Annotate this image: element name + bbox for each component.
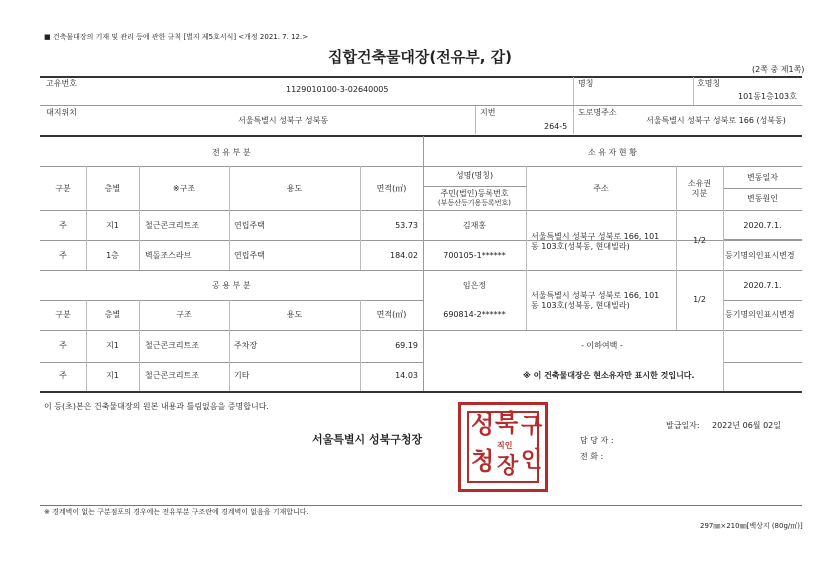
paper-size: 297㎜×210㎜[백상지 (80g/㎡)] (700, 522, 803, 530)
owner-name: 임은정 (462, 281, 487, 290)
road-value: 서울특별시 성북구 성북로 166 (성북동) (646, 116, 786, 125)
unique-no: 1129010100-3-02640005 (286, 85, 389, 94)
row-use: 기타 (234, 371, 250, 380)
owner-id: 700105-1****** (443, 251, 506, 260)
common-col-type: 구분 (55, 310, 71, 319)
exclusive-col-use: 용도 (286, 184, 303, 193)
owner-col-address: 주소 (593, 184, 609, 193)
common-col-floor: 층별 (104, 310, 121, 319)
row-area: 14.03 (395, 371, 418, 380)
row-structure: 벽돌조스라브 (145, 251, 192, 260)
owner-change-date: 2020.7.1. (743, 281, 782, 290)
row-floor: 지1 (106, 221, 119, 230)
owner-note: ※ 이 건축물대장은 현소유자만 표시한 것입니다. (523, 371, 695, 380)
owner-change-reason: 등기명의인표시변경 (725, 251, 795, 260)
owner-col-name: 성명(명칭) (455, 171, 494, 180)
common-col-structure: 구조 (176, 310, 192, 319)
owner-col-change-reason: 변동원인 (747, 194, 778, 203)
row-area: 53.73 (395, 221, 418, 230)
issue-date-label: 발급일자: (666, 421, 700, 430)
lot-label: 지번 (480, 108, 496, 117)
row-use: 연립주택 (234, 221, 265, 230)
unit-name-label: 호명칭 (697, 79, 721, 88)
row-use: 주차장 (234, 341, 258, 350)
lot-value: 264-5 (544, 122, 568, 131)
site-label: 대지위치 (46, 108, 77, 117)
certify-text: 이 등(초)본은 건축물대장의 원본 내용과 틀림없음을 증명합니다. (44, 402, 269, 411)
exclusive-section-label: 전 유 부 분 (212, 148, 251, 157)
row-floor: 지1 (106, 371, 119, 380)
unique-no-label: 고유번호 (46, 79, 77, 88)
owner-col-id-1: 주민(법인)등록번호 (440, 189, 509, 198)
staff-label: 담 당 자 : (580, 436, 614, 445)
owner-address-1: 서울특별시 성북구 성북로 166, 101 (531, 291, 660, 300)
owner-col-share-2: 지분 (691, 189, 708, 198)
regulation-note: ■ 건축물대장의 기재 및 관리 등에 관한 규칙 [별지 제5호서식] <개정 2021. 7. 12.> (44, 33, 309, 41)
owner-col-share-1: 소유권 (687, 179, 712, 188)
owner-id: 690814-2****** (443, 310, 506, 319)
document-title: 집합건축물대장(전유부, 갑) (327, 48, 513, 66)
unit-name: 101동1층103호 (738, 92, 797, 101)
owner-share: 1/2 (693, 236, 706, 245)
road-label: 도로명주소 (578, 108, 617, 117)
owner-address-2: 동 103호(성북동, 현대빌라) (531, 301, 630, 310)
row-area: 184.02 (390, 251, 418, 260)
owner-col-change-date: 변동일자 (747, 173, 778, 182)
row-structure: 철근콘크리트조 (145, 221, 200, 230)
page-info: (2쪽 중 제1쪽) (752, 65, 805, 74)
exclusive-col-floor: 층별 (104, 184, 121, 193)
row-area: 69.19 (395, 341, 418, 350)
below-text: - 이하여백 - (581, 341, 623, 350)
row-floor: 지1 (106, 341, 119, 350)
owner-address-1: 서울특별시 성북구 성북로 166, 101 (531, 232, 660, 241)
row-structure: 철근콘크리트조 (145, 371, 200, 380)
exclusive-col-structure: ※구조 (172, 184, 196, 193)
owner-change-date: 2020.7.1. (743, 221, 782, 230)
row-type: 주 (59, 341, 67, 350)
footnote: ※ 경계벽이 없는 구분점포의 경우에는 전유부분 구조란에 경계벽이 없음을 기재합니다. (44, 508, 309, 516)
row-type: 주 (59, 251, 67, 260)
issuer: 서울특별시 성북구청장 (312, 433, 423, 446)
owner-col-id-2: (부동산등기용등록번호) (437, 199, 512, 207)
issue-date: 2022년 06월 02일 (712, 421, 781, 430)
name-label: 명칭 (578, 79, 594, 88)
phone-label: 전 화 : (580, 452, 604, 461)
owner-section-label: 소 유 자 현 황 (588, 148, 637, 157)
row-use: 연립주택 (234, 251, 265, 260)
site-value: 서울특별시 성북구 성북동 (238, 116, 329, 125)
row-type: 주 (59, 371, 67, 380)
row-floor: 1층 (106, 251, 119, 260)
owner-change-reason: 등기명의인표시변경 (725, 310, 795, 319)
row-structure: 철근콘크리트조 (145, 341, 200, 350)
owner-name: 김재홍 (462, 221, 487, 230)
common-col-area: 면적(㎡) (376, 310, 407, 319)
common-section-label: 공 용 부 분 (212, 281, 251, 290)
owner-address-2: 동 103호(성북동, 현대빌라) (531, 242, 630, 251)
exclusive-col-area: 면적(㎡) (376, 184, 407, 193)
exclusive-col-type: 구분 (55, 184, 71, 193)
common-col-use: 용도 (286, 310, 303, 319)
official-seal: 성 북 구 청 장 인 직인 (458, 402, 548, 492)
owner-share: 1/2 (693, 295, 706, 304)
row-type: 주 (59, 221, 67, 230)
